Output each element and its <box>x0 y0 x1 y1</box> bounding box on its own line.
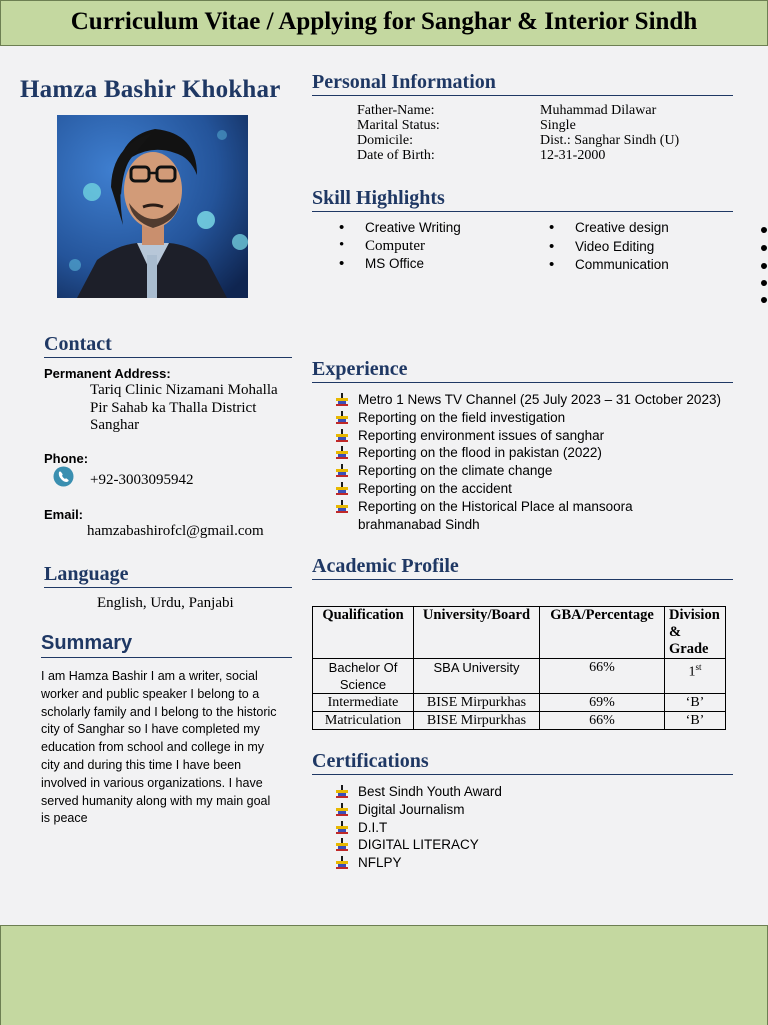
cell-board-text: BISE Mirpurkhas <box>426 713 527 728</box>
cell-board <box>414 712 540 730</box>
profile-photo <box>57 115 248 298</box>
cell-percentage <box>540 712 665 730</box>
summary-line: education from school and college in my <box>41 740 265 755</box>
certifications-heading <box>312 750 733 775</box>
certification-item <box>358 783 502 801</box>
certification-item-text: NFLPY <box>358 855 402 871</box>
language-heading-text: Language <box>44 563 129 585</box>
certification-item <box>358 801 465 819</box>
dob-value: 12-31-2000 <box>540 148 606 163</box>
experience-item-text: Reporting on the Historical Place al mansoora <box>358 498 633 514</box>
summary-text <box>41 668 277 828</box>
summary-line: is peace <box>41 811 88 826</box>
experience-item-text: Reporting on the accident <box>358 481 512 496</box>
cell-qualification <box>313 694 414 712</box>
pin-bullet-icon <box>336 821 348 834</box>
cell-board-text: BISE Mirpurkhas <box>426 695 527 710</box>
bullet-dot <box>761 245 767 251</box>
academic-table <box>312 606 726 730</box>
academic-heading <box>312 555 733 580</box>
summary-line: city of Sanghar so I have completed my <box>41 722 260 737</box>
experience-item <box>358 462 552 480</box>
cell-grade-text: 1 <box>688 664 696 680</box>
experience-item <box>358 480 512 498</box>
certifications-list <box>358 783 658 878</box>
experience-item-text: Metro 1 News TV Channel (25 July 2023 – 31 October 2023) <box>358 392 721 407</box>
cell-board <box>414 659 540 694</box>
skills-heading <box>312 187 733 212</box>
experience-item <box>358 444 602 462</box>
summary-line: involved in various organizations. I have <box>41 775 263 790</box>
summary-line: city and during this time I have been <box>41 757 242 772</box>
academic-table-wrap <box>312 606 726 730</box>
certification-item-text: D.I.T <box>358 819 388 835</box>
cell-qualification-text: Intermediate <box>327 695 399 710</box>
cell-qualification <box>313 712 414 730</box>
cell-board-text: SBA University <box>433 660 520 675</box>
experience-list <box>358 391 738 536</box>
skill-item: • Communication <box>575 257 669 272</box>
skills-heading-text: Skill Highlights <box>312 187 445 209</box>
phone-icon <box>53 466 74 487</box>
table-row <box>313 659 726 694</box>
address-line: Pir Sahab ka Thalla District <box>90 399 257 416</box>
certifications-heading-text: Certifications <box>312 750 429 772</box>
cell-qualification-text: Matriculation <box>324 713 402 728</box>
skill-item: • Video Editing <box>575 239 654 254</box>
pin-bullet-icon <box>336 464 348 477</box>
col-qualification: Qualification <box>313 607 414 659</box>
summary-heading <box>41 632 292 658</box>
phone-label: Phone: <box>44 451 89 466</box>
certification-item <box>358 819 387 837</box>
cell-percentage-text: 69% <box>589 695 615 710</box>
pin-bullet-icon <box>336 393 348 406</box>
certification-item-text: Digital Journalism <box>358 801 465 817</box>
bullet-dot <box>761 297 767 303</box>
table-row <box>313 694 726 712</box>
certification-item-text: Best Sindh Youth Award <box>358 784 502 799</box>
summary-line: worker and public speaker I belong to a <box>41 686 260 701</box>
cell-qualification-text: Bachelor Of Science <box>328 660 398 692</box>
personal-info-heading-text: Personal Information <box>312 71 496 93</box>
experience-item <box>358 391 721 409</box>
col-percentage: GBA/Percentage <box>540 607 665 659</box>
cell-percentage <box>540 659 665 694</box>
skill-item: • MS Office <box>365 256 424 271</box>
footer-band <box>0 925 768 1025</box>
email-label: Email: <box>44 507 84 522</box>
pin-bullet-icon <box>336 856 348 869</box>
pin-bullet-icon <box>336 429 348 442</box>
cell-qualification <box>313 659 414 694</box>
cell-percentage-text: 66% <box>589 660 615 675</box>
contact-heading <box>44 333 292 358</box>
portrait-image <box>57 115 248 298</box>
col-grade: Division & Grade <box>665 607 726 659</box>
skill-item: • Computer <box>365 238 425 255</box>
experience-heading <box>312 358 733 383</box>
personal-info-heading <box>312 71 733 96</box>
father-name-label: Father-Name: <box>357 103 435 118</box>
skills-list <box>365 220 735 280</box>
pin-bullet-icon <box>336 482 348 495</box>
experience-item <box>358 427 604 445</box>
cell-percentage-text: 66% <box>589 713 615 728</box>
grade-superscript: st <box>695 662 702 672</box>
certification-item-text: DIGITAL LITERACY <box>358 837 479 853</box>
summary-line: I am Hamza Bashir I am a writer, social <box>41 669 258 683</box>
cell-grade <box>665 694 726 712</box>
table-header-row <box>313 607 726 659</box>
bullet-dot <box>761 227 767 233</box>
father-name-value: Muhammad Dilawar <box>540 103 657 118</box>
pin-bullet-icon <box>336 803 348 816</box>
cell-percentage <box>540 694 665 712</box>
header-banner <box>0 0 768 46</box>
domicile-label: Domicile: <box>357 133 413 148</box>
cv-title: Curriculum Vitae / Applying for Sanghar & Interior Sindh <box>70 8 698 35</box>
table-row <box>313 712 726 730</box>
address-block <box>90 382 278 435</box>
summary-line: served humanity along with my main goal <box>41 793 271 808</box>
address-line: Tariq Clinic Nizamani Mohalla <box>90 382 278 398</box>
pin-bullet-icon <box>336 500 348 513</box>
marital-status-value: Single <box>540 118 576 133</box>
summary-line: scholarly family and I belong to the historic <box>41 704 277 719</box>
skill-item: • Creative Writing <box>365 220 461 235</box>
experience-item <box>358 409 565 427</box>
academic-heading-text: Academic Profile <box>312 555 459 577</box>
certification-item <box>358 836 479 854</box>
certification-item <box>358 854 402 872</box>
cell-board <box>414 694 540 712</box>
pin-bullet-icon <box>336 446 348 459</box>
candidate-name: Hamza Bashir Khokhar <box>20 76 281 103</box>
experience-heading-text: Experience <box>312 358 408 380</box>
experience-item-text: Reporting on the field investigation <box>358 409 566 425</box>
email-address[interactable]: hamzabashirofcl@gmail.com <box>87 523 264 539</box>
experience-item-text: Reporting on the climate change <box>358 463 553 479</box>
dob-label: Date of Birth: <box>357 148 435 163</box>
domicile-value: Dist.: Sanghar Sindh (U) <box>540 133 680 148</box>
experience-item-text: Reporting on the flood in pakistan (2022) <box>358 445 602 461</box>
marital-status-label: Marital Status: <box>357 118 440 133</box>
personal-info-table <box>357 103 737 167</box>
language-list: English, Urdu, Panjabi <box>97 595 234 611</box>
cell-grade-text: ‘B’ <box>685 713 705 728</box>
address-line: Sanghar <box>90 417 140 433</box>
phone-number[interactable]: +92-3003095942 <box>90 472 194 488</box>
bullet-dot <box>761 263 767 269</box>
pin-bullet-icon <box>336 838 348 851</box>
cell-grade <box>665 712 726 730</box>
cell-grade <box>665 659 726 694</box>
skill-item: • Creative design <box>575 220 669 235</box>
contact-heading-text: Contact <box>44 333 112 355</box>
experience-item-continuation: brahmanabad Sindh <box>358 516 480 532</box>
bullet-dot <box>761 280 767 286</box>
experience-item <box>358 498 633 516</box>
pin-bullet-icon <box>336 411 348 424</box>
cell-grade-text: ‘B’ <box>685 695 705 710</box>
summary-heading-text: Summary <box>41 632 133 654</box>
col-board: University/Board <box>414 607 540 659</box>
language-heading <box>44 563 292 588</box>
experience-item-text: Reporting environment issues of sanghar <box>358 427 605 443</box>
pin-bullet-icon <box>336 785 348 798</box>
permanent-address-label: Permanent Address: <box>44 366 171 381</box>
